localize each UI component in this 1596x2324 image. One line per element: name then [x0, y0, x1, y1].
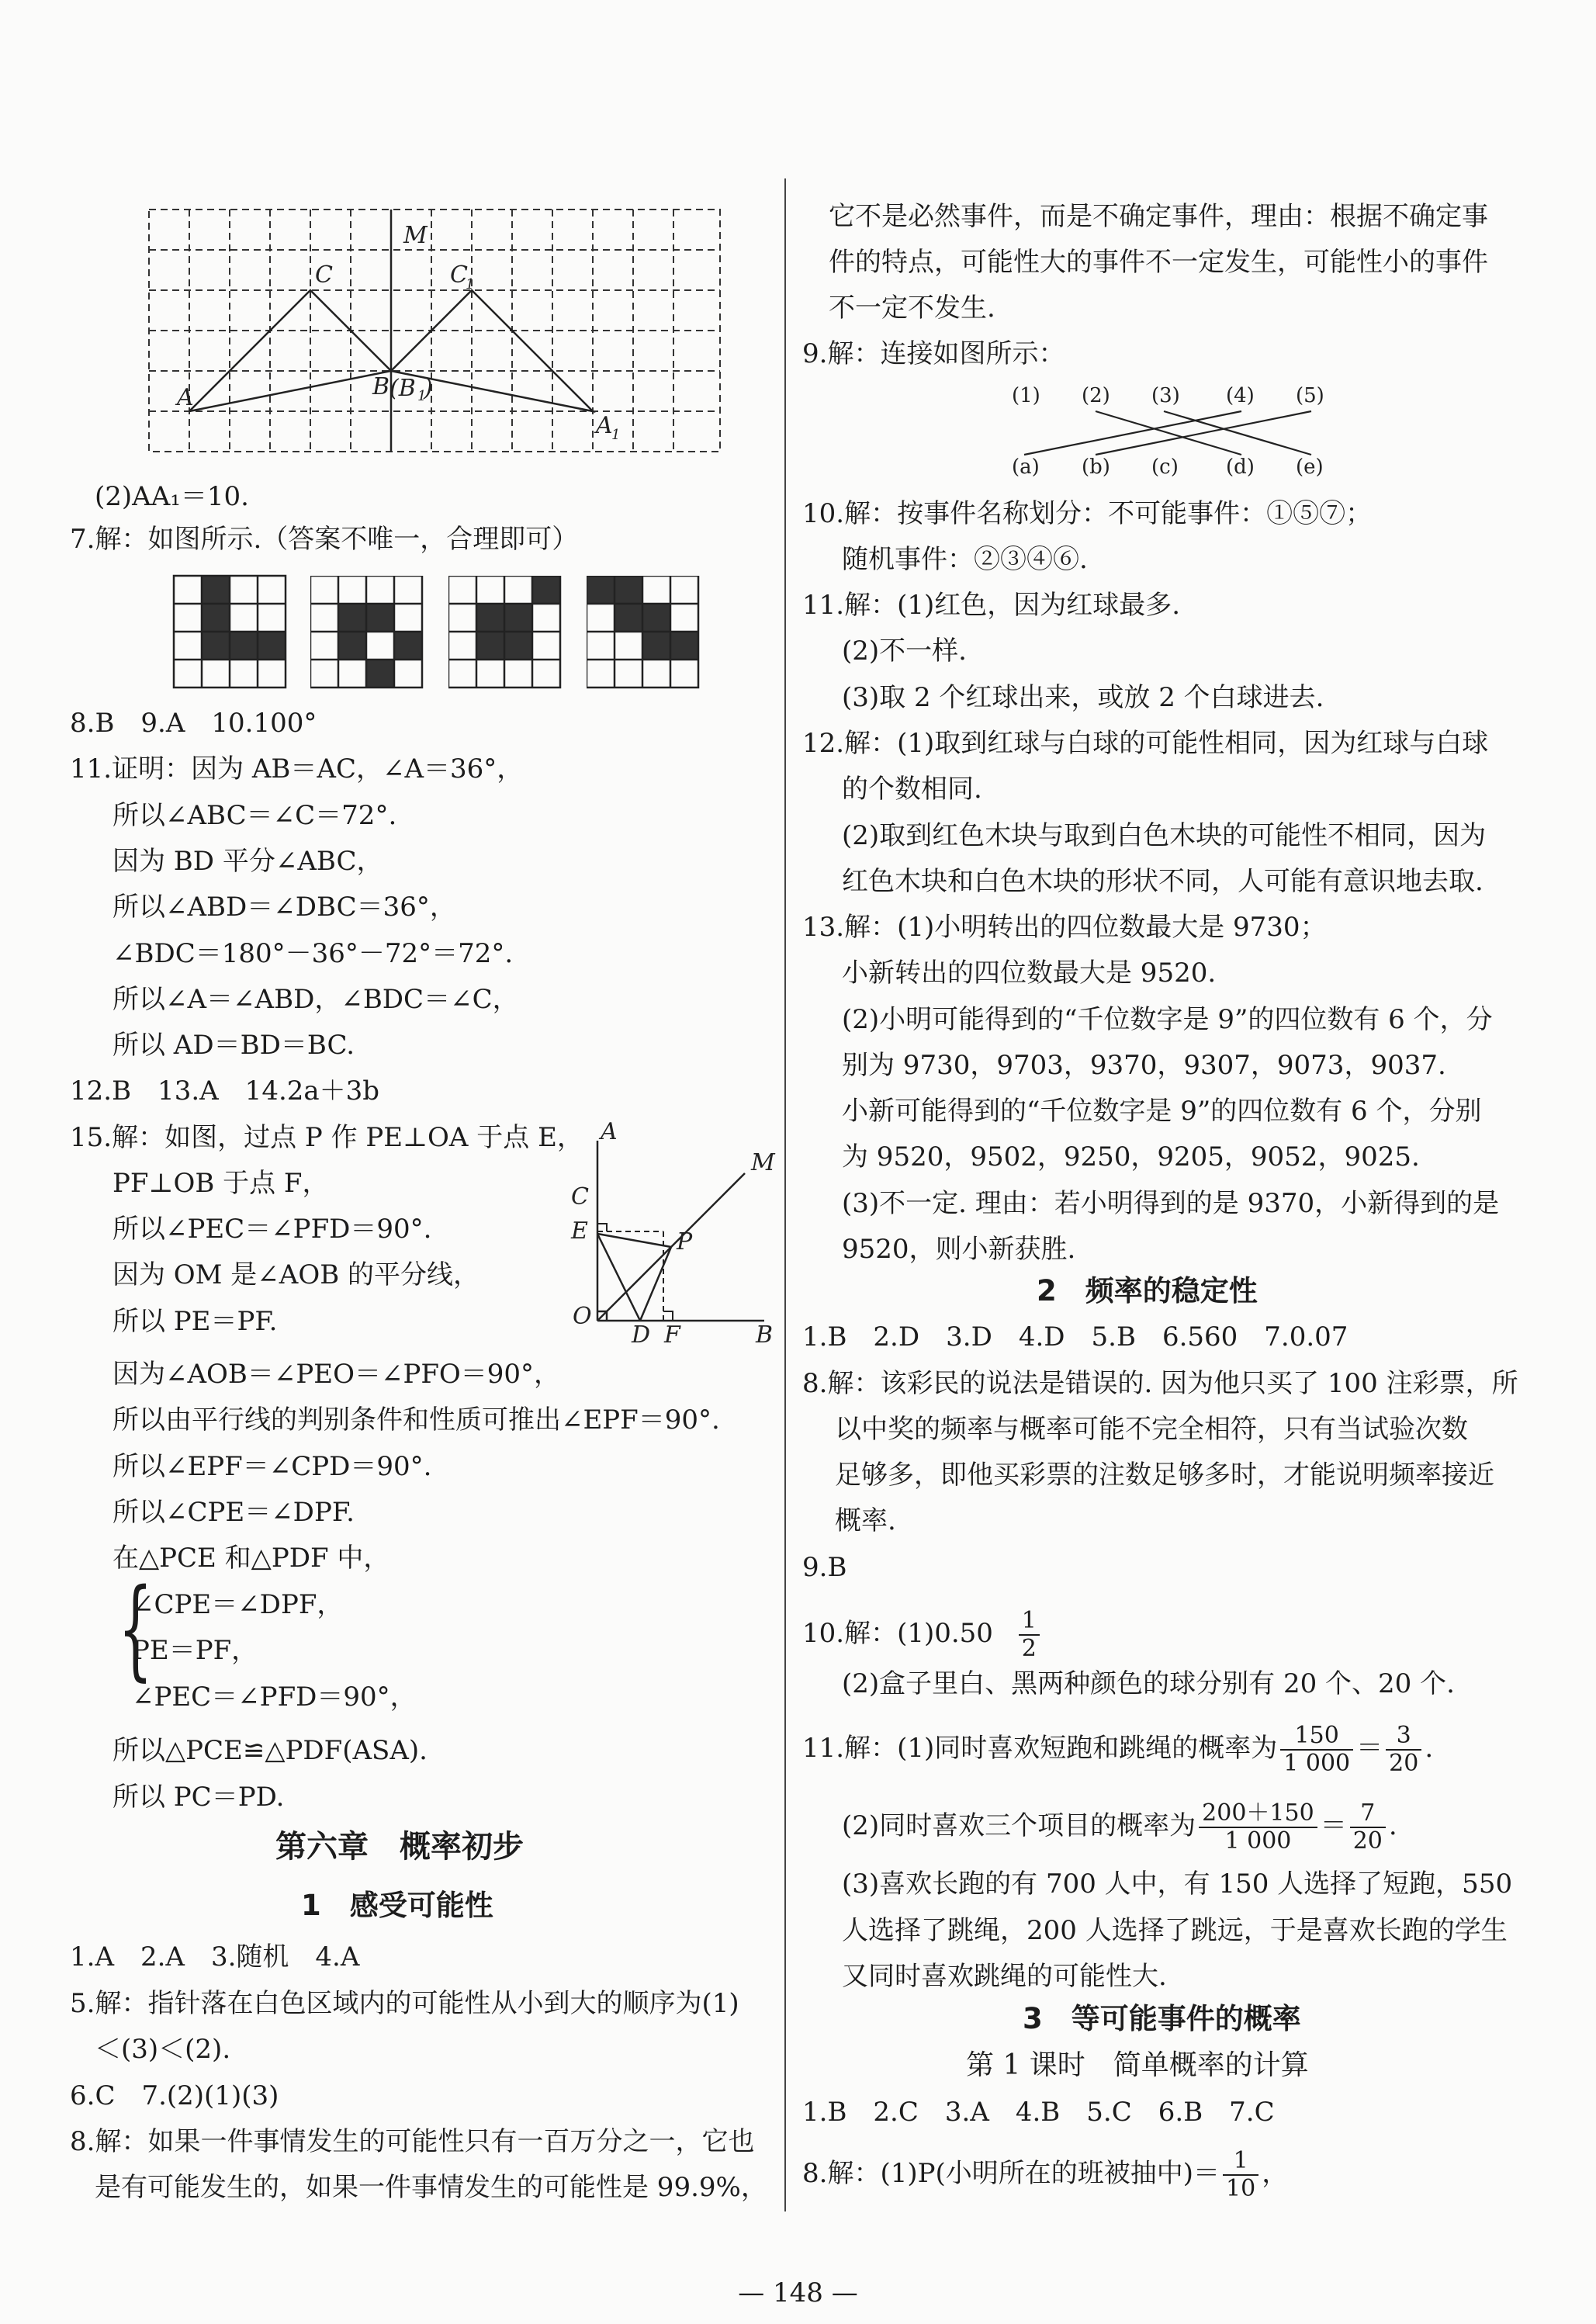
- frac-num: 3: [1386, 1723, 1421, 1751]
- answer-6-2: (2)AA₁＝10.: [95, 481, 249, 512]
- r-answer-13-line3: (2)小明可能得到的“千位数字是 9”的四位数有 6 个，分: [842, 1004, 1493, 1035]
- sec2-answer-10-text: 10.解：(1)0.50: [802, 1618, 993, 1649]
- sec1-answer-8-line1: 8.解：如果一件事情发生的可能性只有一百万分之一，它也: [70, 2126, 755, 2157]
- r-answer-12-line3: (2)取到红色木块与取到白色木块的可能性不相同，因为: [842, 820, 1487, 851]
- r-line3: 不一定不发生.: [829, 293, 995, 324]
- label-A: A: [177, 384, 194, 411]
- frac-num: 200＋150: [1199, 1800, 1317, 1828]
- fig15-label-P: P: [677, 1228, 693, 1256]
- r-answer-9: 9.解：连接如图所示：: [802, 338, 1065, 369]
- svg-text:1: 1: [417, 388, 427, 404]
- pattern-grid-3: [448, 576, 565, 692]
- sec1-answers-1-4: 1.A 2.A 3.随机 4.A: [70, 1941, 360, 1972]
- proof-11-line6: 所以∠A＝∠ABD，∠BDC＝∠C，: [113, 984, 519, 1015]
- sec2-answer-9: 9.B: [802, 1552, 847, 1583]
- match-top-2: (2): [1082, 384, 1110, 407]
- solution-15-line2: PF⊥OB 于点 F，: [113, 1168, 329, 1199]
- proof-11-line4: 所以∠ABD＝∠DBC＝36°，: [113, 892, 456, 923]
- matching-figure: [1001, 380, 1342, 481]
- r-line2: 件的特点，可能性大的事件不一定发生，可能性小的事件: [829, 247, 1488, 278]
- svg-text:1: 1: [611, 427, 621, 443]
- fig15-label-F: F: [664, 1321, 680, 1342]
- sec3-answer-8-line1: [802, 2148, 1288, 2202]
- fig15-label-M: M: [751, 1149, 775, 1176]
- r-answer-12-line1: 12.解：(1)取到红球与白球的可能性相同，因为红球与白球: [802, 728, 1489, 759]
- r-answer-10-line1: 10.解：按事件名称划分：不可能事件：①⑤⑦；: [802, 498, 1373, 529]
- sec1-answers-6-7: 6.C 7.(2)(1)(3): [70, 2080, 279, 2111]
- grid-figure-triangles: [147, 208, 729, 456]
- r-answer-12-line4: 红色木块和白色木块的形状不同，人可能有意识地去取.: [842, 866, 1483, 897]
- sec2-answer-11-line3: (3)喜欢长跑的有 700 人中，有 150 人选择了短跑，550: [842, 1869, 1513, 1900]
- frac-den: 1 000: [1283, 1750, 1351, 1777]
- r-line1: 它不是必然事件，而是不确定事件，理由：根据不确定事: [829, 201, 1488, 232]
- match-top-3: (3): [1151, 384, 1180, 407]
- r-answer-11-line1: 11.解：(1)红色，因为红球最多.: [802, 590, 1181, 621]
- solution-15-line11: 所以△PCE≌△PDF(ASA).: [113, 1735, 428, 1766]
- answers-8-10: 8.B 9.A 10.100°: [70, 708, 317, 739]
- brace: {: [118, 1566, 153, 1692]
- r-answer-10-line2: 随机事件：②③④⑥.: [842, 544, 1088, 575]
- proof-11-line5: ∠BDC＝180°－36°－72°＝72°.: [113, 938, 514, 969]
- frac-den: 2: [1021, 1635, 1037, 1662]
- proof-11-line2: 所以∠ABC＝∠C＝72°.: [113, 800, 397, 831]
- section-1-title: 1 感受可能性: [301, 1889, 493, 1922]
- fig15-label-B: B: [756, 1321, 774, 1342]
- r-answer-13-line6: 为 9520，9502，9250，9205，9052，9025.: [842, 1141, 1420, 1172]
- match-bottom-d: (d): [1226, 455, 1255, 479]
- fraction-350-1000: [1199, 1800, 1317, 1855]
- column-divider: [784, 178, 786, 2211]
- frac-num: 1: [1223, 2148, 1258, 2176]
- sec2-answer-10-line2: (2)盒子里白、黑两种颜色的球分别有 20 个、20 个.: [842, 1668, 1455, 1699]
- fraction-150-1000: [1280, 1723, 1353, 1777]
- solution-15-line8: 所以∠EPF＝∠CPD＝90°.: [113, 1451, 432, 1482]
- proof-11-line3: 因为 BD 平分∠ABC，: [113, 846, 383, 877]
- label-A1: A: [596, 412, 613, 439]
- frac-den: 20: [1389, 1750, 1419, 1777]
- angle-bisector-figure: [566, 1117, 784, 1342]
- sec3-answers-1-7: 1.B 2.C 3.A 4.B 5.C 6.B 7.C: [802, 2097, 1275, 2128]
- sec2-answer-11-line2: (2)同时喜欢三个项目的概率为 $\frac{200+150}{1 000}$ ＝ $\frac{7}{20}$ .: [842, 1799, 1397, 1855]
- sec1-answer-5-line1: 5.解：指针落在白色区域内的可能性从小到大的顺序为(1): [70, 1988, 739, 2019]
- answer-7: 7.解：如图所示.（答案不唯一，合理即可）: [70, 524, 579, 555]
- match-top-5: (5): [1296, 384, 1324, 407]
- sec3-answer-8-text: 8.解：(1)P(小明所在的班被抽中)＝: [802, 2158, 1220, 2189]
- match-bottom-c: (c): [1151, 455, 1179, 479]
- solution-15-line3: 所以∠PEC＝∠PFD＝90°.: [113, 1214, 432, 1245]
- solution-15-line7: 所以由平行线的判别条件和性质可推出∠EPF＝90°.: [113, 1404, 720, 1436]
- period: .: [1425, 1733, 1434, 1764]
- frac-den: 10: [1226, 2175, 1256, 2202]
- label-B: B: [372, 373, 390, 400]
- r-answer-13-line8: 9520，则小新获胜.: [842, 1234, 1076, 1265]
- solution-15-line1: 15.解：如图，过点 P 作 PE⊥OA 于点 E，: [70, 1122, 583, 1153]
- match-bottom-a: (a): [1012, 455, 1040, 479]
- r-answer-13-line5: 小新可能得到的“千位数字是 9”的四位数有 6 个，分别: [842, 1096, 1482, 1127]
- r-answer-11-line2: (2)不一样.: [842, 636, 967, 667]
- solution-15-cond3: ∠PEC＝∠PFD＝90°，: [132, 1682, 417, 1713]
- frac-den: 1 000: [1224, 1827, 1292, 1855]
- fig15-label-A: A: [601, 1118, 618, 1145]
- fraction-3-20: [1386, 1723, 1421, 1777]
- label-B1: (B: [389, 375, 416, 402]
- solution-15-line6: 因为∠AOB＝∠PEO＝∠PFO＝90°，: [113, 1359, 561, 1390]
- sec1-answer-5-line2: ＜(3)＜(2).: [95, 2034, 231, 2065]
- comma: ，: [1262, 2158, 1289, 2189]
- period: .: [1388, 1810, 1397, 1841]
- sec2-answer-10-line1: [802, 1608, 1043, 1662]
- sec2-answer-11-line1: 11.解：(1)同时喜欢短跑和跳绳的概率为 $\frac{150}{1 000}$ ＝ $\frac{3}{20}$ .: [802, 1722, 1434, 1777]
- frac-num: 1: [1019, 1608, 1040, 1636]
- r-answer-12-line2: 的个数相同.: [842, 774, 982, 805]
- pattern-grid-4: [587, 576, 703, 692]
- section-2-title: 2 频率的稳定性: [1037, 1274, 1258, 1307]
- fig15-label-O: O: [573, 1303, 592, 1330]
- r-answer-13-line1: 13.解：(1)小明转出的四位数最大是 9730；: [802, 912, 1327, 943]
- solution-15-line4: 因为 OM 是∠AOB 的平分线，: [113, 1259, 480, 1290]
- proof-11-line1: 11.证明：因为 AB＝AC，∠A＝36°，: [70, 753, 524, 784]
- r-answer-11-line3: (3)取 2 个红球出来，或放 2 个白球进去.: [842, 682, 1324, 713]
- fig15-label-E: E: [571, 1217, 588, 1245]
- frac-num: 150: [1280, 1723, 1353, 1751]
- sec2-answers-1-7: 1.B 2.D 3.D 4.D 5.B 6.560 7.0.07: [802, 1321, 1348, 1352]
- page-number: — 148 —: [738, 2277, 858, 2308]
- frac-den: 20: [1352, 1827, 1383, 1855]
- solution-15-line9: 所以∠CPE＝∠DPF.: [113, 1497, 355, 1528]
- svg-text:): ): [424, 375, 433, 402]
- sec2-answer-8-line4: 概率.: [835, 1505, 896, 1536]
- label-C1: C: [450, 261, 468, 289]
- fraction-1-10: [1223, 2148, 1258, 2202]
- fraction-1-2: [1019, 1608, 1040, 1662]
- fig15-label-D: D: [632, 1321, 651, 1342]
- solution-15-line10: 在△PCE 和△PDF 中，: [113, 1543, 390, 1574]
- frac-num: 7: [1350, 1800, 1386, 1828]
- sec2-answer-8-line1: 8.解：该彩民的说法是错误的. 因为他只买了 100 注彩票，所: [802, 1368, 1518, 1399]
- r-answer-13-line4: 别为 9730，9703，9370，9307，9073，9037.: [842, 1050, 1446, 1081]
- sec2-answer-8-line2: 以中奖的频率与概率可能不完全相符，只有当试验次数: [835, 1414, 1468, 1445]
- sec1-answer-8-line2: 是有可能发生的，如果一件事情发生的可能性是 99.9%，: [95, 2172, 767, 2203]
- proof-11-line7: 所以 AD＝BD＝BC.: [113, 1030, 355, 1061]
- label-M: M: [403, 222, 428, 249]
- section-3-title: 3 等可能事件的概率: [1023, 2002, 1301, 2035]
- sec2-answer-11-line5: 又同时喜欢跳绳的可能性大.: [842, 1961, 1167, 1992]
- r-answer-13-line7: (3)不一定. 理由：若小明得到的是 9370，小新得到的是: [842, 1188, 1500, 1219]
- svg-text:1: 1: [466, 276, 475, 293]
- match-bottom-e: (e): [1296, 455, 1324, 479]
- r-answer-13-line2: 小新转出的四位数最大是 9520.: [842, 958, 1217, 989]
- answers-12-14: 12.B 13.A 14.2a＋3b: [70, 1075, 380, 1107]
- match-top-4: (4): [1226, 384, 1255, 407]
- fraction-7-20: [1350, 1800, 1386, 1855]
- solution-15-line5: 所以 PE＝PF.: [113, 1306, 278, 1337]
- solution-15-cond1: ∠CPE＝∠DPF，: [132, 1589, 344, 1620]
- chapter-title: 第六章 概率初步: [275, 1829, 524, 1865]
- pattern-grid-2: [310, 576, 427, 692]
- solution-15-line12: 所以 PC＝PD.: [113, 1782, 285, 1813]
- lesson-title: 第 1 课时 简单概率的计算: [966, 2049, 1309, 2081]
- match-top-1: (1): [1012, 384, 1040, 407]
- sec2-answer-11-2-text: (2)同时喜欢三个项目的概率为: [842, 1810, 1196, 1841]
- sec2-answer-11-line4: 人选择了跳绳，200 人选择了跳远，于是喜欢长跑的学生: [842, 1915, 1508, 1946]
- sec2-answer-11-text: 11.解：(1)同时喜欢短跑和跳绳的概率为: [802, 1733, 1278, 1764]
- solution-15-cond2: PE＝PF，: [132, 1635, 258, 1666]
- fig15-label-C: C: [571, 1183, 589, 1210]
- sec2-answer-8-line3: 足够多，即他买彩票的注数足够多时，才能说明频率接近: [835, 1460, 1494, 1491]
- match-bottom-b: (b): [1082, 455, 1110, 479]
- label-C: C: [315, 261, 333, 289]
